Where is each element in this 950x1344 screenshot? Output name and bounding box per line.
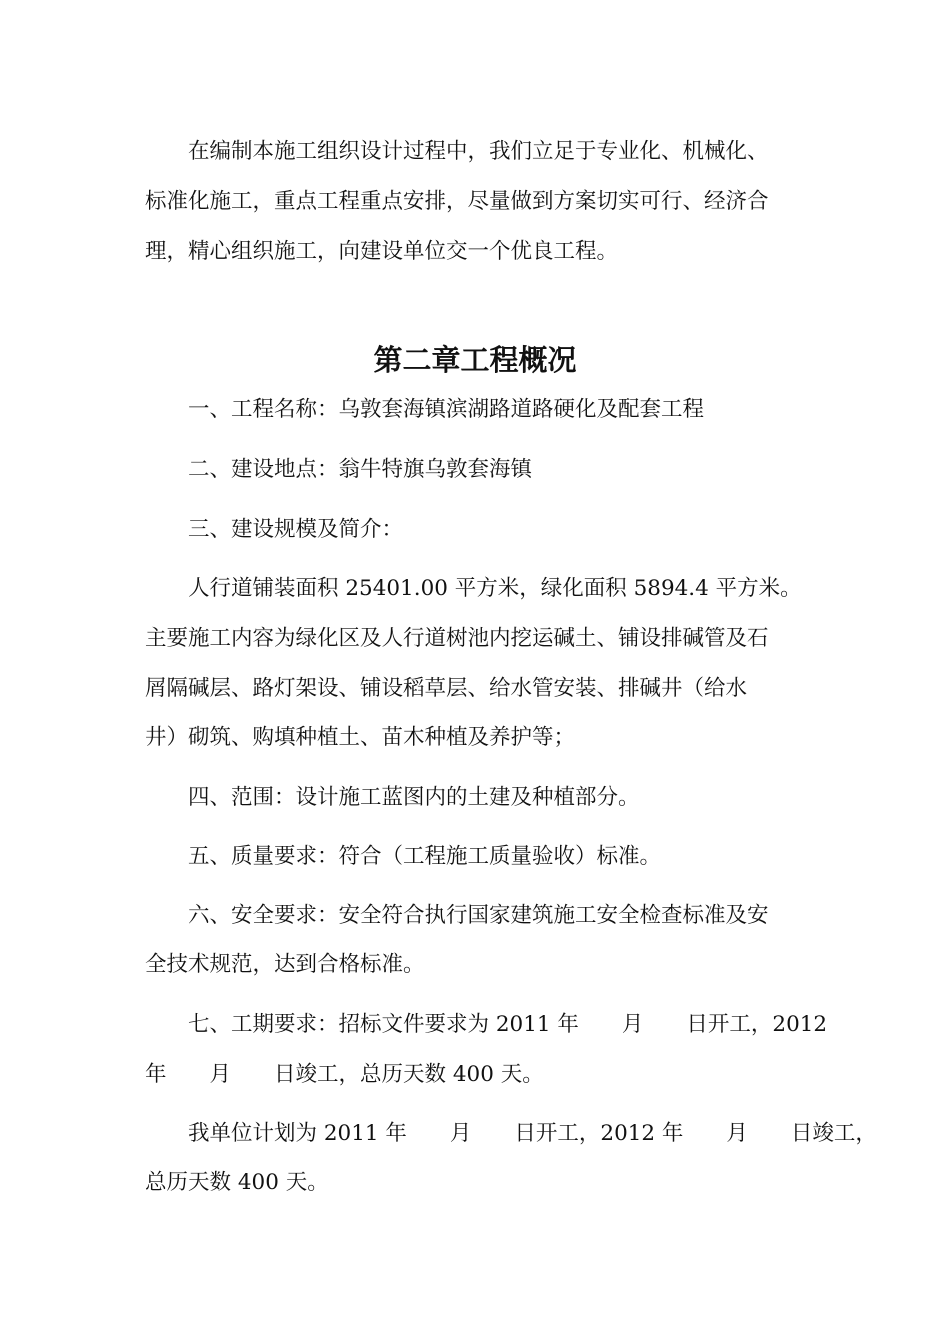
scope: 四、范围：设计施工蓝图内的土建及种植部分。 — [188, 785, 640, 810]
quality-requirement: 五、质量要求：符合（工程施工质量验收）标准。 — [188, 844, 662, 869]
scale-line-2: 主要施工内容为绿化区及人行道树池内挖运碱土、铺设排碱管及石 — [145, 626, 769, 651]
schedule-line-2: 年 月 日竣工，总历天数 400 天。 — [145, 1062, 544, 1087]
construction-location: 二、建设地点：翁牛特旗乌敦套海镇 — [188, 457, 533, 482]
scale-line-1: 人行道铺装面积 25401.00 平方米，绿化面积 5894.4 平方米。 — [188, 576, 802, 601]
plan-line-2: 总历天数 400 天。 — [145, 1170, 329, 1195]
plan-line-1: 我单位计划为 2011 年 月 日开工，2012 年 月 日竣工， — [188, 1121, 877, 1146]
schedule-line-1: 七、工期要求：招标文件要求为 2011 年 月 日开工，2012 — [188, 1012, 828, 1037]
chapter-title: 第二章工程概况 — [373, 343, 577, 377]
safety-line-2: 全技术规范，达到合格标准。 — [145, 952, 425, 977]
project-name: 一、工程名称：乌敦套海镇滨湖路道路硬化及配套工程 — [188, 397, 705, 422]
safety-line-1: 六、安全要求：安全符合执行国家建筑施工安全检查标准及安 — [188, 903, 769, 928]
intro-line-1: 在编制本施工组织设计过程中，我们立足于专业化、机械化、 — [188, 139, 769, 164]
intro-line-3: 理，精心组织施工，向建设单位交一个优良工程。 — [145, 239, 619, 264]
scale-heading: 三、建设规模及简介： — [188, 517, 404, 542]
scale-line-3: 屑隔碱层、路灯架设、铺设稻草层、给水管安装、排碱井（给水 — [145, 676, 748, 701]
scale-line-4: 井）砌筑、购填种植土、苗木种植及养护等； — [145, 725, 576, 750]
intro-line-2: 标准化施工，重点工程重点安排，尽量做到方案切实可行、经济合 — [145, 189, 769, 214]
